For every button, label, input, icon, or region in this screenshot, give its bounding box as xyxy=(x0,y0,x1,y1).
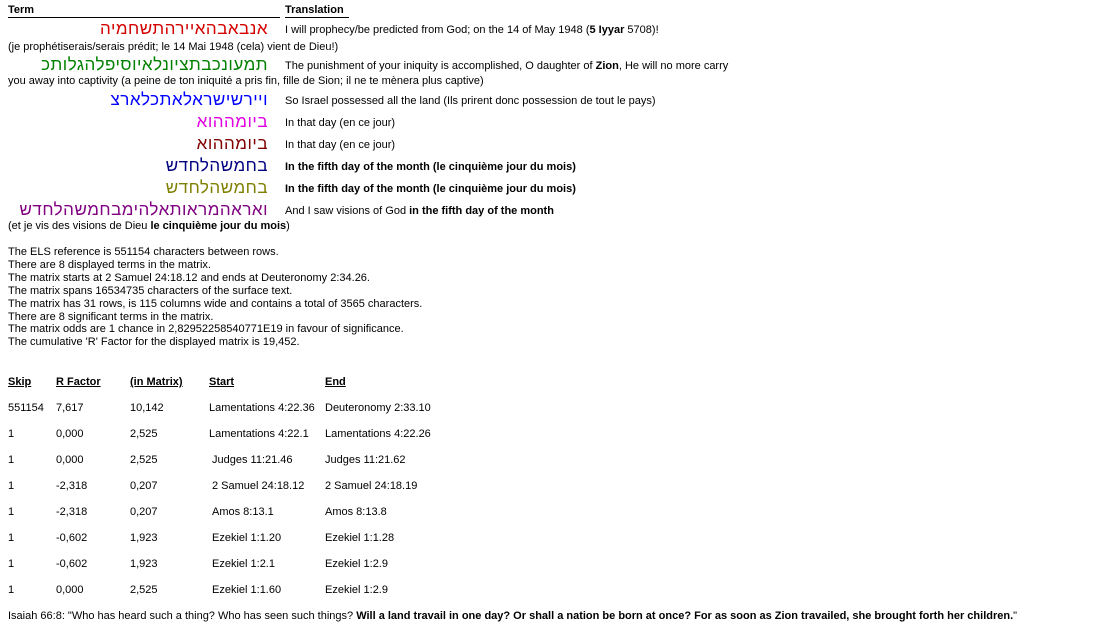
term-hebrew-7: בחמשהלחדש xyxy=(165,178,268,197)
term-translation-5: In that day (en ce jour) xyxy=(285,139,396,151)
table-cell: Amos 8:13.8 xyxy=(325,506,387,518)
table-cell: -2,318 xyxy=(56,480,88,492)
table-cell: 0,207 xyxy=(130,506,158,518)
table-cell: 10,142 xyxy=(130,402,164,414)
table-cell: Ezekiel 1:1.28 xyxy=(325,532,395,544)
term-hebrew-4: ביומההוא xyxy=(196,112,268,131)
table-cell: Deuteronomy 2:33.10 xyxy=(325,402,431,414)
isaiah-quote: Isaiah 66:8: "Who has heard such a thing? Who has seen such things? Will a land travail in one day? Or shall a nation be born at once? For as soon as Zion travailed, she brought forth her children." xyxy=(8,610,1018,622)
term-translation-1: I will prophecy/be predicted from God; on the 14 of May 1948 (5 Iyyar 5708)! xyxy=(285,24,659,36)
term-translation-4: In that day (en ce jour) xyxy=(285,117,396,129)
table-cell: 1 xyxy=(8,532,15,544)
table-cell: Lamentations 4:22.26 xyxy=(325,428,431,440)
table-cell: Lamentations 4:22.1 xyxy=(209,428,309,440)
table-cell: -0,602 xyxy=(56,558,88,570)
table-cell: Lamentations 4:22.36 xyxy=(209,402,315,414)
term-hebrew-1: אנבאבהאיירהתשחמיה xyxy=(100,19,268,38)
term-note-1: (je prophétiserais/serais prédit; le 14 Mai 1948 (cela) vient de Dieu!) xyxy=(8,41,339,53)
stat-line: The cumulative 'R' Factor for the displayed matrix is 19,452. xyxy=(8,336,300,349)
table-header: End xyxy=(325,376,346,388)
term-hebrew-3: ויירשישראלאתכלארצ xyxy=(110,90,268,109)
table-cell: 0,000 xyxy=(56,428,84,440)
table-cell: 2 Samuel 24:18.12 xyxy=(212,480,305,492)
stat-line: The matrix starts at 2 Samuel 24:18.12 and ends at Deuteronomy 2:34.26. xyxy=(8,271,370,284)
stat-line: The matrix has 31 rows, is 115 columns wide and contains a total of 3565 characters. xyxy=(8,297,423,310)
table-cell: 1 xyxy=(8,454,15,466)
table-cell: 1 xyxy=(8,558,15,570)
stat-line: There are 8 significant terms in the matrix. xyxy=(8,310,214,323)
table-header: Skip xyxy=(8,376,32,388)
term-note-2: you away into captivity (a peine de ton iniquité a pris fin, fille de Sion; il ne te mènera plus captive) xyxy=(8,75,484,87)
stat-line: The ELS reference is 551154 characters between rows. xyxy=(8,246,279,258)
stat-line: The matrix odds are 1 chance in 2,82952258540771E19 in favour of significance. xyxy=(8,323,404,336)
table-cell: 1 xyxy=(8,506,15,518)
term-hebrew-8: ואראהמראותאלהימבחמשהלחדש xyxy=(19,200,268,219)
term-note-8: (et je vis des visions de Dieu le cinquième jour du mois) xyxy=(8,220,290,232)
table-cell: Ezekiel 1:2.9 xyxy=(325,584,388,596)
term-translation-8: And I saw visions of God in the fifth day of the month xyxy=(285,205,554,217)
term-hebrew-5: ביומההוא xyxy=(196,134,268,153)
table-cell: Ezekiel 1:1.60 xyxy=(212,584,282,596)
stat-line: The matrix spans 16534735 characters of the surface text. xyxy=(8,284,293,297)
table-header: R Factor xyxy=(56,376,101,388)
table-cell: 1 xyxy=(8,584,15,596)
term-translation-7: In the fifth day of the month (le cinquième jour du mois) xyxy=(285,183,576,195)
table-cell: 1 xyxy=(8,428,15,440)
table-cell: 1,923 xyxy=(130,558,158,570)
term-translation-2: The punishment of your iniquity is accomplished, O daughter of Zion, He will no more carry xyxy=(285,60,729,72)
table-cell: Amos 8:13.1 xyxy=(212,506,274,518)
term-hebrew-6: בחמשהלחדש xyxy=(165,156,268,175)
stat-line: There are 8 displayed terms in the matrix. xyxy=(8,258,211,271)
table-cell: Ezekiel 1:2.1 xyxy=(212,558,275,570)
table-cell: 551154 xyxy=(8,402,44,414)
table-cell: Judges 11:21.62 xyxy=(325,454,406,466)
table-cell: Ezekiel 1:1.20 xyxy=(212,532,282,544)
table-cell: 1,923 xyxy=(130,532,158,544)
table-cell: Judges 11:21.46 xyxy=(212,454,293,466)
table-cell: 2,525 xyxy=(130,454,158,466)
table-cell: 2 Samuel 24:18.19 xyxy=(325,480,418,492)
table-cell: 0,000 xyxy=(56,584,84,596)
term-translation-6: In the fifth day of the month (le cinquième jour du mois) xyxy=(285,161,576,173)
table-cell: 0,207 xyxy=(130,480,158,492)
table-cell: 2,525 xyxy=(130,428,158,440)
table-header: (in Matrix) xyxy=(130,376,183,388)
table-cell: -0,602 xyxy=(56,532,88,544)
table-cell: 0,000 xyxy=(56,454,84,466)
table-cell: 7,617 xyxy=(56,402,84,414)
table-cell: 2,525 xyxy=(130,584,158,596)
term-header-rule xyxy=(8,17,280,18)
table-cell: Ezekiel 1:2.9 xyxy=(325,558,388,570)
table-header: Start xyxy=(209,376,235,388)
term-hebrew-2: תמעונכבתציונלאיוסיפלהגלותכ xyxy=(41,55,268,74)
translation-header-rule xyxy=(285,17,349,18)
translation-header: Translation xyxy=(285,4,344,16)
term-header: Term xyxy=(8,4,35,16)
table-cell: -2,318 xyxy=(56,506,88,518)
term-translation-3: So Israel possessed all the land (Ils prirent donc possession de tout le pays) xyxy=(285,95,656,107)
table-cell: 1 xyxy=(8,480,15,492)
